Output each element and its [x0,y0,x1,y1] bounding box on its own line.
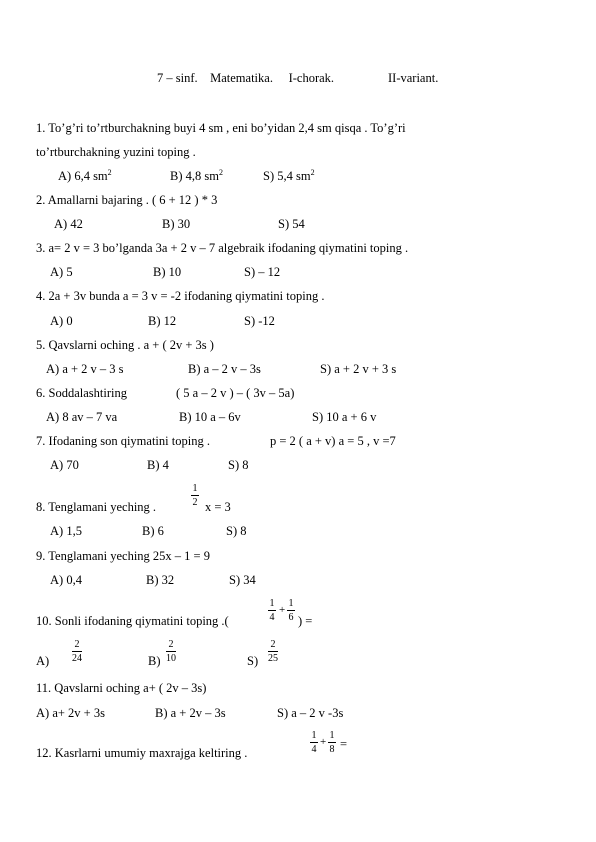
question-3-option-b: B) 10 [153,265,182,279]
question-8-fraction [191,483,199,508]
numerator: 1 [329,730,335,741]
question-5-option-a: A) a + 2 v – 3 s [46,362,124,376]
question-12-fraction-2 [328,730,336,755]
denominator: 10 [166,653,176,664]
question-10-fraction-2 [287,598,295,623]
denominator: 24 [72,653,82,664]
question-4-option-a: A) 0 [50,314,73,328]
fraction-bar [310,742,318,743]
denominator: 6 [288,612,294,623]
denominator: 2 [192,497,198,508]
option-b-text: B) 4,8 sm [170,169,219,183]
question-6-option-b: B) 10 a – 6v [179,410,241,424]
fraction-bar [268,651,278,652]
numerator: 2 [168,639,174,650]
question-8-option-s: S) 8 [226,524,247,538]
question-7: 7. Ifodaning son qiymatini toping . [36,434,210,448]
question-4-option-s: S) -12 [244,314,275,328]
question-10-option-s-fraction [268,639,278,664]
question-10-option-a-fraction [72,639,82,664]
question-7-option-b: B) 4 [147,458,169,472]
numerator: 1 [192,483,198,494]
denominator: 25 [268,653,278,664]
header-grade: 7 – sinf. [157,71,198,85]
question-3: 3. a= 2 v = 3 bo’lganda 3a + 2 v – 7 algebraik ifodaning qiymatini toping . [36,241,409,255]
question-10-option-a-label: A) [36,654,50,668]
exponent: 2 [310,168,315,177]
fraction-bar [287,610,295,611]
fraction-bar [328,742,336,743]
option-a-text: A) 6,4 sm [58,169,108,183]
question-7-option-a: A) 70 [50,458,79,472]
plus-sign: + [279,604,286,616]
question-10: 10. Sonli ifodaning qiymatini toping .( [36,614,229,628]
question-8-option-a: A) 1,5 [50,524,82,538]
question-9-option-a: A) 0,4 [50,573,82,587]
exponent: 2 [107,168,112,177]
denominator: 4 [269,612,275,623]
question-6-option-s: S) 10 a + 6 v [312,410,377,424]
denominator: 4 [311,744,317,755]
equals-sign: = [340,737,348,751]
question-1-line1: 1. To’g’ri to’rtburchakning buyi 4 sm , eni bo’yidan 2,4 sm qisqa . To’g’ri [36,121,406,135]
numerator: 1 [311,730,317,741]
header-term: I-chorak. [288,71,335,85]
question-3-option-s: S) – 12 [244,265,281,279]
header-variant: II-variant. [388,71,439,85]
question-2-option-s: S) 54 [278,217,305,231]
numerator: 2 [270,639,276,650]
question-5-option-b: B) a – 2 v – 3s [188,362,261,376]
question-10-option-b-fraction [166,639,176,664]
question-10-option-s-label: S) [247,654,259,668]
question-10-close: ) = [298,614,313,628]
question-2-option-a: A) 42 [54,217,83,231]
fraction-bar [166,651,176,652]
question-1-option-s [263,169,315,184]
question-9: 9. Tenglamani yeching 25x – 1 = 9 [36,549,210,563]
header-line [157,71,334,85]
question-5: 5. Qavslarni oching . a + ( 2v + 3s ) [36,338,214,352]
question-9-option-b: B) 32 [146,573,175,587]
question-4-option-b: B) 12 [148,314,177,328]
plus-sign: + [320,736,327,748]
question-1-line2: to’rtburchakning yuzini toping . [36,145,196,159]
numerator: 1 [269,598,275,609]
question-1-option-b [170,169,223,184]
question-10-fraction-1 [268,598,276,623]
question-11: 11. Qavslarni oching a+ ( 2v – 3s) [36,681,207,695]
question-12: 12. Kasrlarni umumiy maxrajga keltiring . [36,746,248,760]
question-2-option-b: B) 30 [162,217,191,231]
question-9-option-s: S) 34 [229,573,256,587]
question-11-option-a: A) a+ 2v + 3s [36,706,105,720]
question-10-option-b-label: B) [148,654,161,668]
question-12-fraction-1 [310,730,318,755]
option-s-text: S) 5,4 sm [263,169,311,183]
question-4: 4. 2a + 3v bunda a = 3 v = -2 ifodaning qiymatini toping . [36,289,325,303]
header-subject: Matematika. [210,71,273,85]
question-6: 6. Soddalashtiring [36,386,127,400]
question-7-expression: p = 2 ( a + v) a = 5 , v =7 [270,434,396,448]
exponent: 2 [218,168,223,177]
question-3-option-a: A) 5 [50,265,73,279]
question-2: 2. Amallarni bajaring . ( 6 + 12 ) * 3 [36,193,218,207]
fraction-bar [268,610,276,611]
question-1-option-a [58,169,112,184]
question-6-expression: ( 5 a – 2 v ) – ( 3v – 5a) [176,386,295,400]
fraction-bar [191,495,199,496]
question-7-option-s: S) 8 [228,458,249,472]
question-8: 8. Tenglamani yeching . [36,500,157,514]
question-6-option-a: A) 8 av – 7 va [46,410,118,424]
question-8-equation-rest: x = 3 [205,500,231,514]
question-11-option-b: B) a + 2v – 3s [155,706,226,720]
numerator: 1 [288,598,294,609]
question-11-option-s: S) a – 2 v -3s [277,706,344,720]
denominator: 8 [329,744,335,755]
question-8-option-b: B) 6 [142,524,164,538]
numerator: 2 [74,639,80,650]
fraction-bar [72,651,82,652]
question-5-option-s: S) a + 2 v + 3 s [320,362,397,376]
